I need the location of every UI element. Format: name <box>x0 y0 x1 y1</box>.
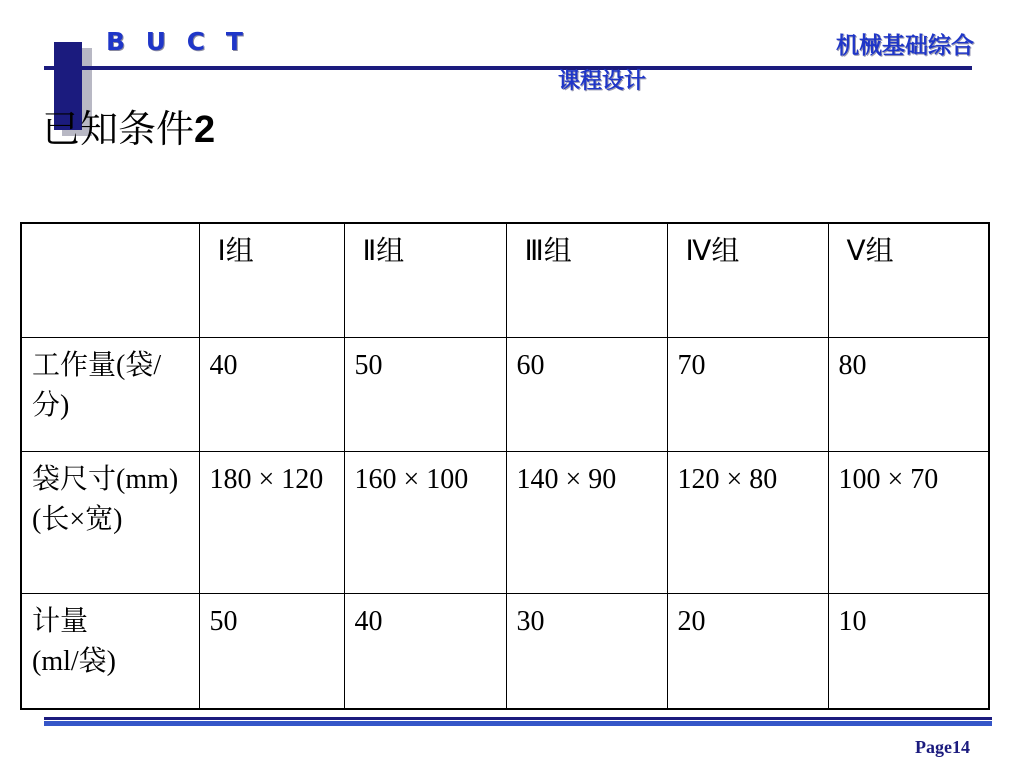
page-title <box>42 104 215 155</box>
course-title-line2: 课程设计 <box>558 69 647 94</box>
row-label-bag-size <box>21 451 199 593</box>
header-cell-empty <box>21 223 199 337</box>
footer-divider-thick <box>44 721 992 726</box>
row-label-workload <box>21 337 199 451</box>
table-row <box>21 593 989 709</box>
header-cell-group-3: Ⅲ组 <box>506 223 667 337</box>
table-cell: 100 × 70 <box>828 451 989 593</box>
course-title-line1: 机械基础综合 <box>836 33 974 59</box>
table-cell: 30 <box>506 593 667 709</box>
footer-divider-thin <box>44 717 992 720</box>
header-cell-group-2: Ⅱ组 <box>344 223 506 337</box>
row-label-line: (ml/袋) <box>32 645 116 677</box>
table-cell: 40 <box>199 337 344 451</box>
table-cell: 180 × 120 <box>199 451 344 593</box>
row-label-dosage <box>21 593 199 709</box>
table-cell: 20 <box>667 593 828 709</box>
header-cell-group-5: Ⅴ组 <box>828 223 989 337</box>
table-header-row <box>21 223 989 337</box>
brand-logo-text: B U C T <box>106 27 249 56</box>
table-cell: 10 <box>828 593 989 709</box>
table-cell: 50 <box>344 337 506 451</box>
table-cell: 80 <box>828 337 989 451</box>
table-row <box>21 451 989 593</box>
row-label-line: (长×宽) <box>32 503 123 535</box>
table-cell: 120 × 80 <box>667 451 828 593</box>
table-row <box>21 337 989 451</box>
row-label-line: 工作量(袋/分) <box>32 349 162 421</box>
row-label-line: 袋尺寸(mm) <box>32 463 179 495</box>
conditions-table <box>20 222 990 710</box>
header-cell-group-4: Ⅳ组 <box>667 223 828 337</box>
table-cell: 160 × 100 <box>344 451 506 593</box>
header-divider <box>44 66 972 70</box>
table-cell: 70 <box>667 337 828 451</box>
page-number: Page14 <box>915 737 970 757</box>
table-cell: 50 <box>199 593 344 709</box>
page-title-text: 已知条件 <box>42 107 195 151</box>
table-cell: 40 <box>344 593 506 709</box>
table-cell: 60 <box>506 337 667 451</box>
table-cell: 140 × 90 <box>506 451 667 593</box>
header-cell-group-1: Ⅰ组 <box>199 223 344 337</box>
row-label-line: 计量 <box>32 605 89 637</box>
page-title-number: 2 <box>194 109 216 151</box>
